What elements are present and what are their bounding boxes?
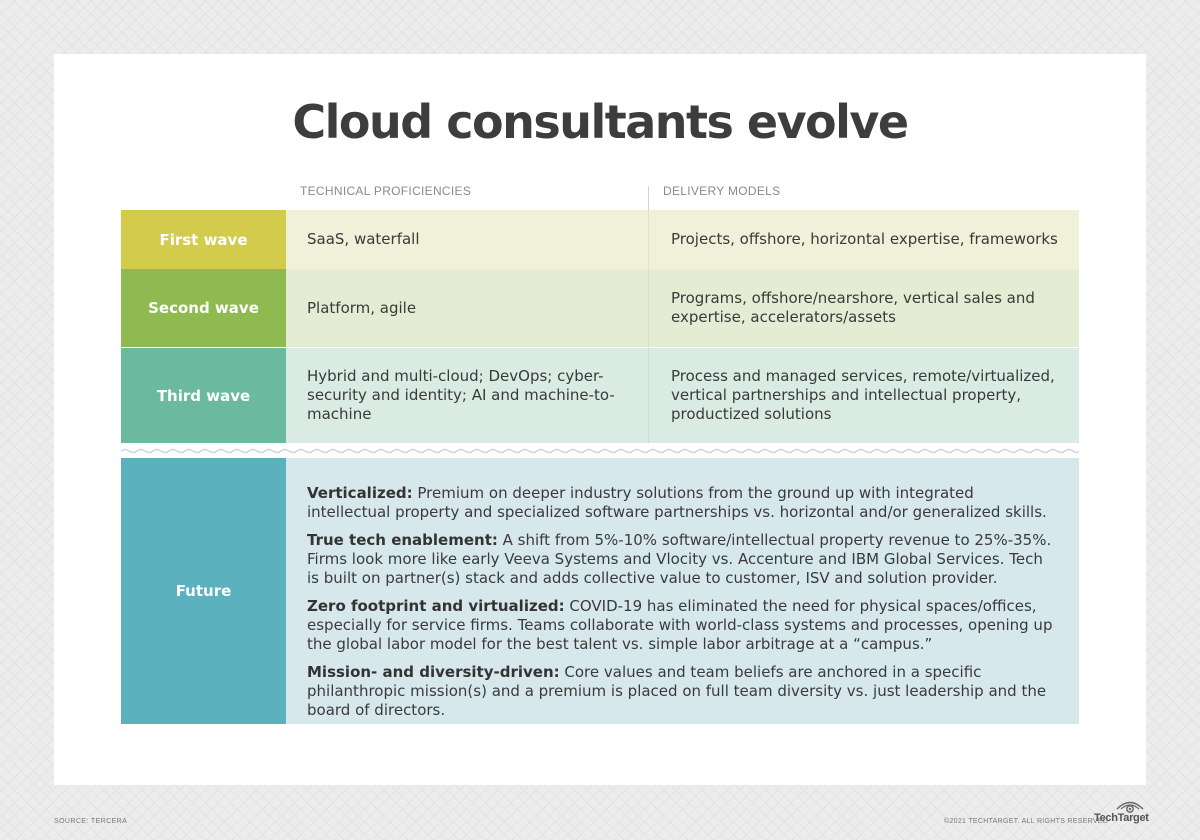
- row-label: Third wave: [121, 348, 286, 443]
- future-item-text: A shift from 5%-10% software/intellectual property revenue to 25%-35%. Firms look more like early Veeva Systems and Vlocity vs. Accenture and IBM Global Services. Tech is built on partner(s) stack and adds collective value to customer, ISV and solution provider.: [307, 531, 1052, 587]
- row-label: Future: [121, 458, 286, 724]
- page-title: Cloud consultants evolve: [292, 95, 908, 149]
- table-row-second-wave: [121, 269, 1079, 347]
- future-item-tech-enablement: [307, 531, 1059, 588]
- row-label: First wave: [121, 210, 286, 269]
- technical-text: Hybrid and multi-cloud; DevOps; cyber-security and identity; AI and machine-to-machine: [307, 367, 615, 423]
- future-item-zero-footprint: [307, 597, 1059, 654]
- future-item-text: Core values and team beliefs are anchored in a specific philanthropic mission(s) and a premium is placed on full team diversity vs. just leadership and the board of directors.: [307, 663, 1047, 719]
- technical-text: Platform, agile: [307, 298, 417, 317]
- delivery-cell: [648, 210, 1079, 269]
- technical-text: SaaS, waterfall: [307, 230, 420, 248]
- delivery-text: Process and managed services, remote/virtualized, vertical partnerships and intellectual property, productized solutions: [671, 367, 1055, 423]
- future-item-text: Premium on deeper industry solutions from the ground up with integrated intellectual property and specialized software partnerships vs. horizontal and/or generalized skills.: [307, 484, 1047, 521]
- table-row-future: [121, 458, 1079, 724]
- future-item-heading: Zero footprint and virtualized:: [307, 597, 565, 615]
- future-item-heading: Mission- and diversity-driven:: [307, 663, 560, 681]
- technical-cell: [286, 269, 648, 347]
- future-item-heading: Verticalized:: [307, 484, 413, 502]
- delivery-cell: [648, 269, 1079, 347]
- technical-cell: [286, 210, 648, 269]
- future-item-mission-diversity: [307, 663, 1059, 720]
- future-description: [286, 458, 1079, 724]
- column-header-delivery: DELIVERY MODELS: [663, 184, 781, 198]
- delivery-text: Programs, offshore/nearshore, vertical sales and expertise, accelerators/assets: [671, 289, 1035, 326]
- future-item-heading: True tech enablement:: [307, 531, 498, 549]
- technical-cell: [286, 348, 648, 443]
- source-note: SOURCE: TERCERA: [54, 818, 128, 825]
- table-row-first-wave: [121, 210, 1079, 269]
- delivery-cell: [648, 348, 1079, 443]
- table-row-third-wave: [121, 348, 1079, 443]
- row-label: Second wave: [121, 269, 286, 347]
- wavy-divider: [121, 446, 1079, 456]
- column-header-technical: TECHNICAL PROFICIENCIES: [300, 184, 472, 198]
- delivery-text: Projects, offshore, horizontal expertise, frameworks: [671, 230, 1058, 248]
- future-item-verticalized: [307, 484, 1059, 522]
- copyright-note: ©2021 TECHTARGET. ALL RIGHTS RESERVED: [944, 818, 1109, 825]
- column-divider: [648, 186, 649, 210]
- future-item-text: COVID-19 has eliminated the need for physical spaces/offices, especially for service firms. Teams collaborate with world-class systems and processes, opening up the global labor model for the best talent vs. simple labor arbitrage at a “campus.”: [307, 597, 1053, 653]
- brand-logo: TechTarget: [1094, 812, 1149, 824]
